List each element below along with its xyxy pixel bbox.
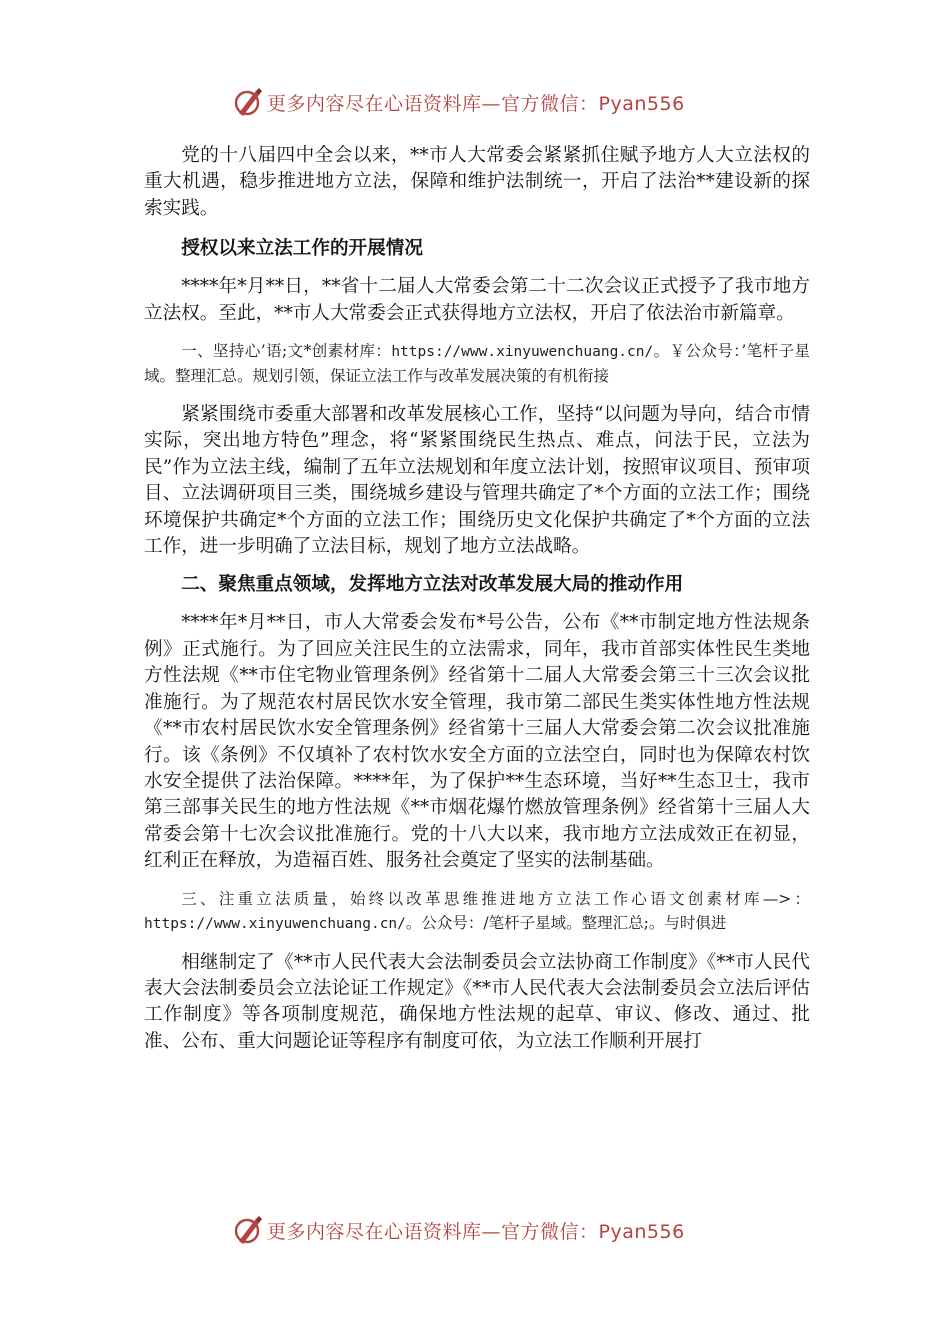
section-heading-overview: 授权以来立法工作的开展情况 <box>181 238 423 260</box>
section-heading-one: 一、坚持心’语;文*创素材库：https://www.xinyuwenchuang.cn/。￥公众号：’笔杆子星域。整理汇总。规划引领，保证立法工作与改革发展决策的有机衔接 <box>144 342 810 386</box>
section-heading-three: 三、注重立法质量，始终以改革思维推进地方立法工作心语文创素材库—>：https://www.xinyuwenchuang.cn/。公众号：/笔杆子星域。整理汇总;。与时俱进 <box>144 889 810 932</box>
watermark-wechat: Pyan556 <box>598 1220 685 1243</box>
source-url: https://www.xinyuwenchuang.cn/ <box>391 344 654 361</box>
paragraph-authorization: ****年*月**日，**省十二届人大常委会第二十二次会议正式授予了我市地方立法权。至此，**市人大常委会正式获得地方立法权，开启了依法治市新篇章。 <box>144 276 810 324</box>
paragraph-key-areas: ****年*月**日，市人大常委会发布*号公告，公布《**市制定地方性法规条例》正式施行。为了回应关注民生的立法需求，同年，我市首部实体性民生类地方性法规《**市住宅物业管理条例》经省第十二届人大常委会第三十三次会议批准施行。为了规范农村居民饮水安全管理，我市第二部民生类实体性地方性法规《**市农村居民饮水安全管理条例》经省第十三届人大常委会第二次会议批准施行。该《条例》不仅填补了农村饮水安全方面的立法空白，同时也为保障农村饮水安全提供了法治保障。****年，为了保护**生态环境，当好**生态卫士，我市第三部事关民生的地方性法规《**市烟花爆竹燃放管理条例》经省第十三届人大常委会第十七次会议批准施行。党的十八大以来，我市地方立法成效正在初显，红利正在释放，为造福百姓、服务社会奠定了坚实的法制基础。 <box>144 612 810 872</box>
watermark-wechat: Pyan556 <box>598 92 685 115</box>
document-body <box>144 143 810 1055</box>
paragraph-quality: 相继制定了《**市人民代表大会法制委员会立法协商工作制度》《**市人民代表大会法制委员会立法论证工作规定》《**市人民代表大会法制委员会立法后评估工作制度》等各项制度规范，确保地方性法规的起草、审议、修改、通过、批准、公布、重大问题论证等程序有制度可依，为立法工作顺利开展打 <box>144 951 810 1052</box>
paragraph-planning: 紧紧围绕市委重大部署和改革发展核心工作，坚持“以问题为导向，结合市情实际，突出地方特色”理念，将“紧紧围绕民生热点、难点，问法于民，立法为民”作为立法主线，编制了五年立法规划和年度立法计划，按照审议项目、预审项目、立法调研项目三类，围绕城乡建设与管理共确定了*个方面的立法工作；围绕环境保护共确定*个方面的立法工作；围绕历史文化保护共确定了*个方面的立法工作，进一步明确了立法目标，规划了地方立法战略。 <box>144 404 810 558</box>
header-watermark <box>233 84 753 120</box>
paragraph-intro: 党的十八届四中全会以来，**市人大常委会紧紧抓住赋予地方人大立法权的重大机遇，稳步推进地方立法，保障和维护法制统一，开启了法治**建设新的探索实践。 <box>144 145 810 219</box>
pen-logo-icon <box>233 86 263 118</box>
footer-watermark <box>233 1212 753 1248</box>
section-heading-two: 二、聚焦重点领域，发挥地方立法对改革发展大局的推动作用 <box>181 574 684 596</box>
pen-logo-icon <box>233 1214 263 1246</box>
source-url: https://www.xinyuwenchuang.cn/ <box>144 915 406 932</box>
watermark-text: 更多内容尽在心语资料库—官方微信：Pyan556 <box>267 92 685 115</box>
watermark-text: 更多内容尽在心语资料库—官方微信：Pyan556 <box>267 1220 685 1243</box>
